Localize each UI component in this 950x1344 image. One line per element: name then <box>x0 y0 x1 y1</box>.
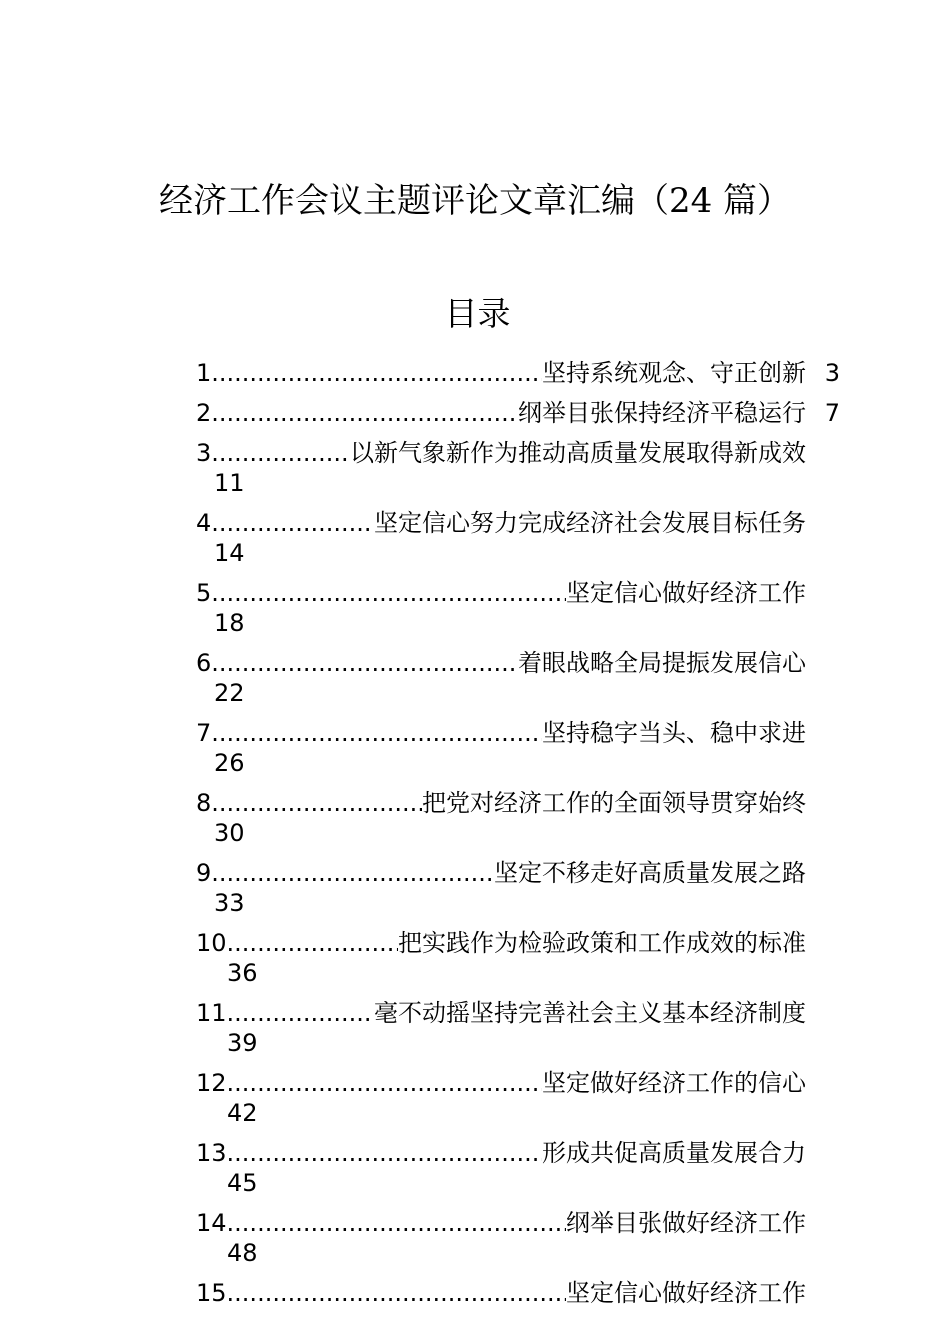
toc-entry-number: 5 <box>196 579 212 607</box>
dot-leader <box>227 998 374 1028</box>
toc-entry-number: 6 <box>196 649 212 677</box>
toc-entry-page: 30 <box>214 819 245 847</box>
toc-entry-title: 坚定信心做好经济工作 <box>566 579 806 607</box>
toc-entry-number: 4 <box>196 509 212 537</box>
toc-entry[interactable] <box>196 718 844 778</box>
toc-entry[interactable] <box>196 998 844 1058</box>
dot-leader <box>227 928 398 958</box>
toc-entry-page: 14 <box>214 539 245 567</box>
dot-leader <box>211 858 494 888</box>
toc-entry-number: 13 <box>196 1139 227 1167</box>
toc-entry-title: 以新气象新作为推动高质量发展取得新成效 <box>350 439 806 467</box>
toc-entry[interactable] <box>196 648 844 708</box>
dot-leader <box>211 508 374 538</box>
dot-leader <box>211 398 518 428</box>
toc-entry[interactable] <box>196 858 844 918</box>
toc-entry-title: 坚持稳字当头、稳中求进 <box>542 719 806 747</box>
toc-entry[interactable] <box>196 1138 844 1198</box>
toc-entry[interactable] <box>196 508 844 568</box>
toc-entry[interactable] <box>196 358 844 388</box>
toc-entry[interactable] <box>196 1278 844 1308</box>
toc-entry-title: 坚定不移走好高质量发展之路 <box>494 859 806 887</box>
toc-entry-title: 纲举目张保持经济平稳运行 <box>518 399 806 427</box>
toc-entry-page: 45 <box>227 1169 258 1197</box>
toc-entry-page: 3 <box>824 359 840 387</box>
toc-entry-number: 15 <box>196 1279 227 1307</box>
toc-entry[interactable] <box>196 438 844 498</box>
toc-entry-page: 42 <box>227 1099 258 1127</box>
toc-entry-number: 3 <box>196 439 212 467</box>
toc-entry-number: 9 <box>196 859 212 887</box>
toc-entry-number: 7 <box>196 719 212 747</box>
toc-entry-number: 8 <box>196 789 212 817</box>
toc-entry-number: 11 <box>196 999 227 1027</box>
toc-entry-page: 22 <box>214 679 245 707</box>
toc-entry-page: 48 <box>227 1239 258 1267</box>
dot-leader <box>211 718 542 748</box>
document-title: 经济工作会议主题评论文章汇编（24 篇） <box>158 181 792 221</box>
toc-entry-title: 坚持系统观念、守正创新 <box>542 359 806 387</box>
table-of-contents <box>196 358 844 1318</box>
toc-entry-title: 坚定信心做好经济工作 <box>566 1279 806 1307</box>
dot-leader <box>227 1278 566 1308</box>
dot-leader <box>211 648 518 678</box>
dot-leader <box>227 1068 542 1098</box>
toc-entry-number: 2 <box>196 399 212 427</box>
toc-entry-title: 坚定做好经济工作的信心 <box>542 1069 806 1097</box>
dot-leader <box>211 438 350 468</box>
toc-entry-title: 毫不动摇坚持完善社会主义基本经济制度 <box>374 999 806 1027</box>
toc-entry-page: 11 <box>214 469 245 497</box>
toc-entry-page: 33 <box>214 889 245 917</box>
toc-entry-title: 把实践作为检验政策和工作成效的标准 <box>398 929 806 957</box>
toc-entry-title: 坚定信心努力完成经济社会发展目标任务 <box>374 509 806 537</box>
toc-entry[interactable] <box>196 788 844 848</box>
dot-leader <box>227 1208 566 1238</box>
toc-entry[interactable] <box>196 1068 844 1128</box>
dot-leader <box>227 1138 542 1168</box>
toc-entry[interactable] <box>196 1208 844 1268</box>
toc-entry[interactable] <box>196 398 844 428</box>
toc-entry-page: 18 <box>214 609 245 637</box>
dot-leader <box>211 358 542 388</box>
toc-entry[interactable] <box>196 578 844 638</box>
toc-entry-number: 10 <box>196 929 227 957</box>
dot-leader <box>211 578 566 608</box>
toc-entry-number: 1 <box>196 359 212 387</box>
toc-entry-title: 纲举目张做好经济工作 <box>566 1209 806 1237</box>
dot-leader <box>211 788 422 818</box>
toc-entry-page: 26 <box>214 749 245 777</box>
toc-entry-page: 7 <box>824 399 840 427</box>
toc-entry-page: 39 <box>227 1029 258 1057</box>
toc-entry-title: 着眼战略全局提振发展信心 <box>518 649 806 677</box>
toc-heading: 目录 <box>444 294 511 333</box>
toc-entry-title: 把党对经济工作的全面领导贯穿始终 <box>422 789 806 817</box>
toc-entry-page: 36 <box>227 959 258 987</box>
toc-entry-number: 14 <box>196 1209 227 1237</box>
toc-entry-number: 12 <box>196 1069 227 1097</box>
toc-entry[interactable] <box>196 928 844 988</box>
toc-entry-title: 形成共促高质量发展合力 <box>542 1139 806 1167</box>
